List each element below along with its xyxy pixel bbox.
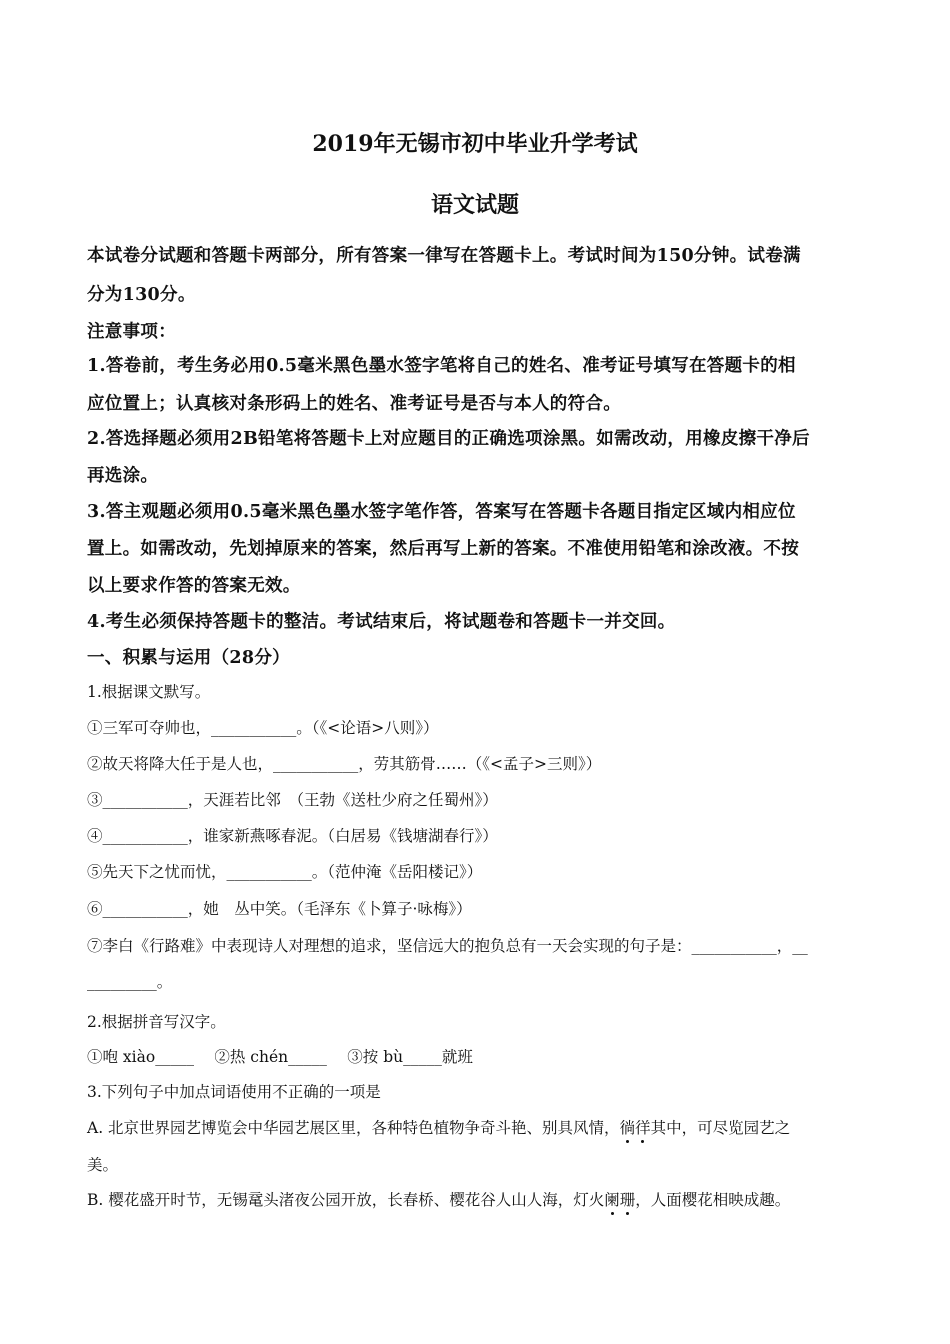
q3-option-a-cont: 美。	[87, 1156, 119, 1174]
q1-item: ⑤先天下之忧而忧，___________。（范仲淹《岳阳楼记》）	[87, 863, 483, 881]
dotted-char: 阑	[604, 1188, 620, 1210]
option-b-text: ，人面樱花相映成趣。	[635, 1191, 791, 1209]
q1-item: ②故天将降大任于是人也，___________，劳其筋骨……（《<孟子>三则》）	[87, 755, 602, 773]
notice-item-2-cont: 再选涂。	[87, 466, 159, 486]
q1-item: ③___________，天涯若比邻 （王勃《送杜少府之任蜀州》）	[87, 791, 498, 809]
q3-option-b	[87, 1188, 867, 1210]
option-a-text: A. 北京世界园艺博览会中华园艺展区里，各种特色植物争奇斗艳、别具风情，	[87, 1119, 620, 1137]
q1-item-cont: _________。	[87, 973, 173, 991]
q1-item: ④___________，谁家新燕啄春泥。（白居易《钱塘湖春行》）	[87, 827, 498, 845]
q1-item: ①三军可夺帅也，___________。（《<论语>八则》）	[87, 719, 439, 737]
notice-item-3-cont: 置上。如需改动，先划掉原来的答案，然后再写上新的答案。不准使用铅笔和涂改液。不按	[87, 539, 799, 559]
notice-item-4: 4.考生必须保持答题卡的整洁。考试结束后，将试题卷和答题卡一并交回。	[87, 612, 676, 632]
notice-item-2: 2.答选择题必须用2B铅笔将答题卡上对应题目的正确选项涂黑。如需改动，用橡皮擦干净后	[87, 429, 810, 449]
dotted-char: 珊	[620, 1188, 636, 1210]
dotted-char: 徉	[635, 1116, 651, 1138]
exam-title: 2019年无锡市初中毕业升学考试	[312, 131, 638, 157]
exam-subtitle: 语文试题	[430, 192, 519, 218]
q1-prompt: 1.根据课文默写。	[87, 683, 211, 701]
option-b-text: B. 樱花盛开时节，无锡鼋头渚夜公园开放，长春桥、樱花谷人山人海，灯火	[87, 1191, 605, 1209]
notice-item-1: 1.答卷前，考生务必用0.5毫米黑色墨水签字笔将自己的姓名、准考证号填写在答题卡的相	[87, 356, 796, 376]
intro-line: 分为130分。	[87, 285, 196, 305]
dotted-char: 徜	[620, 1116, 636, 1138]
q3-prompt: 3.下列句子中加点词语使用不正确的一项是	[87, 1083, 381, 1101]
q2-prompt: 2.根据拼音写汉字。	[87, 1013, 226, 1031]
q1-item: ⑥___________，她 丛中笑。（毛泽东《卜算子·咏梅》）	[87, 900, 472, 918]
intro-line: 本试卷分试题和答题卡两部分，所有答案一律写在答题卡上。考试时间为150分钟。试卷满	[87, 246, 801, 266]
notice-heading: 注意事项：	[87, 322, 176, 342]
q1-item: ⑦李白《行路难》中表现诗人对理想的追求，坚信远大的抱负总有一天会实现的句子是：___________，__	[87, 937, 808, 955]
notice-item-1-cont: 应位置上；认真核对条形码上的姓名、准考证号是否与本人的符合。	[87, 394, 621, 414]
q3-option-a	[87, 1116, 867, 1138]
notice-item-3-cont: 以上要求作答的答案无效。	[87, 576, 301, 596]
notice-item-3: 3.答主观题必须用0.5毫米黑色墨水签字笔作答，答案写在答题卡各题目指定区域内相应位	[87, 502, 796, 522]
option-a-text: 其中，可尽览园艺之	[650, 1119, 791, 1137]
q2-items: ①咆 xiào_____ ②热 chén_____ ③按 bù_____就班	[87, 1048, 473, 1066]
section-heading: 一、积累与运用（28分）	[87, 648, 290, 668]
